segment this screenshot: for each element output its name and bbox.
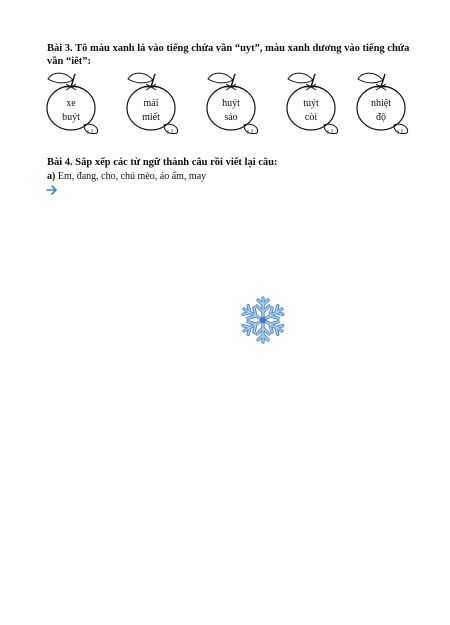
item-a-words: Em, đang, cho, chú mèo, áo ấm, may <box>57 171 207 182</box>
exercise-4-item-a <box>47 171 206 182</box>
fruit-5[interactable] <box>352 70 410 138</box>
fruit-word-top: mải <box>143 98 159 109</box>
fruit-word-bottom: độ <box>376 112 386 123</box>
fruit-word-top: tuýt <box>303 98 319 109</box>
exercise-4-title: Bài 4. Sắp xếp các từ ngữ thành câu rồi viết lại câu: <box>47 157 278 168</box>
fruit-word-top: huýt <box>222 98 240 109</box>
exercise-3-title: Bài 3. Tô màu xanh lá vào tiếng chứa vần “uyt”, màu xanh dương vào tiếng chứa vần “iêt”: <box>47 43 410 67</box>
snowflake-icon <box>238 294 288 346</box>
fruit-word-bottom: sáo <box>224 112 238 123</box>
fruit-word-top: xe <box>66 98 76 109</box>
arrow-right-icon <box>46 184 58 196</box>
fruit-2[interactable] <box>122 70 180 138</box>
fruit-1[interactable] <box>42 70 100 138</box>
fruit-4[interactable] <box>282 70 340 138</box>
fruit-3[interactable] <box>202 70 260 138</box>
fruit-word-bottom: buýt <box>62 112 80 123</box>
fruit-word-bottom: còi <box>304 112 318 123</box>
item-a-label: a) <box>47 171 56 182</box>
fruit-row <box>40 70 420 140</box>
fruit-word-bottom: miết <box>142 112 160 123</box>
fruit-word-top: nhiệt <box>371 98 391 109</box>
